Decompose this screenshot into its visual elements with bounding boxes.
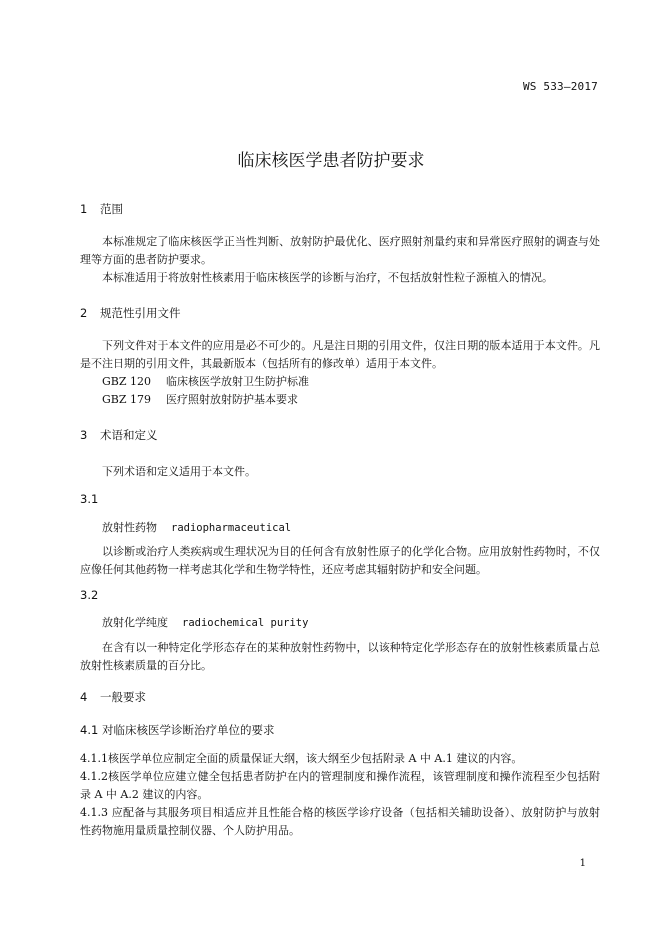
section-2-heading	[80, 305, 181, 321]
section-title: 规范性引用文件	[100, 306, 181, 320]
item-number: 4.1.2	[80, 770, 108, 783]
reference-title: 临床核医学放射卫生防护标准	[166, 375, 309, 388]
section-3-intro: 下列术语和定义适用于本文件。	[102, 465, 256, 478]
section-number: 4	[80, 690, 88, 704]
requirement-item	[80, 768, 600, 804]
requirement-item	[80, 804, 600, 840]
section-1-paragraph-2: 本标准适用于将放射性核素用于临床核医学的诊断与治疗，不包括放射性粒子源植入的情况。	[102, 271, 553, 284]
page-number: 1	[579, 858, 586, 869]
term-english: radiopharmaceutical	[171, 522, 292, 534]
requirement-item	[80, 750, 600, 768]
section-3-heading	[80, 427, 158, 443]
section-4-heading	[80, 689, 146, 705]
term-entry	[102, 519, 291, 535]
term-chinese: 放射化学纯度	[102, 616, 168, 629]
reference-title: 医疗照射放射防护基本要求	[166, 393, 298, 406]
reference-code: GBZ 120	[102, 375, 152, 388]
item-number: 4.1.1	[80, 752, 108, 765]
term-number: 3.1	[80, 492, 99, 506]
section-2-paragraph-1: 下列文件对于本文件的应用是必不可少的。凡是注日期的引用文件，仅注日期的版本适用于本文件。凡是不注日期的引用文件，其最新版本（包括所有的修改单）适用于本文件。	[80, 339, 600, 370]
subsection-number: 4.1	[80, 723, 99, 737]
section-1-paragraph-1: 本标准规定了临床核医学正当性判断、放射防护最优化、医疗照射剂量约束和异常医疗照射的调查与处理等方面的患者防护要求。	[80, 235, 600, 266]
section-number: 3	[80, 428, 88, 442]
reference-code: GBZ 179	[102, 393, 152, 406]
reference-item	[102, 373, 309, 389]
item-text: 核医学单位应制定全面的质量保证大纲，该大纲至少包括附录 A 中 A.1 建议的内容。	[108, 752, 523, 765]
item-text: 核医学单位应建立健全包括患者防护在内的管理制度和操作流程，该管理制度和操作流程至少包括附录 A 中 A.2 建议的内容。	[80, 770, 600, 801]
term-definition: 以诊断或治疗人类疾病或生理状况为目的任何含有放射性原子的化学化合物。应用放射性药物时，不仅应像任何其他药物一样考虑其化学和生物学特性，还应考虑其辐射防护和安全问题。	[80, 545, 600, 576]
term-number: 3.2	[80, 588, 99, 602]
subsection-4-1-heading	[80, 722, 274, 738]
section-title: 术语和定义	[100, 428, 158, 442]
document-title: 临床核医学患者防护要求	[237, 151, 425, 171]
term-english: radiochemical purity	[182, 617, 309, 629]
section-number: 2	[80, 306, 88, 320]
standard-number: WS 533—2017	[522, 80, 598, 93]
item-number: 4.1.3	[80, 806, 108, 819]
section-number: 1	[80, 202, 88, 216]
term-entry	[102, 614, 308, 630]
reference-item	[102, 391, 298, 407]
subsection-title: 对临床核医学诊断治疗单位的要求	[101, 723, 275, 737]
section-title: 一般要求	[100, 690, 146, 704]
section-title: 范围	[100, 202, 123, 216]
term-definition: 在含有以一种特定化学形态存在的某种放射性药物中，以该种特定化学形态存在的放射性核素质量占总放射性核素质量的百分比。	[80, 641, 600, 672]
section-1-heading	[80, 201, 123, 217]
item-text: 应配备与其服务项目相适应并且性能合格的核医学诊疗设备（包括相关辅助设备）、放射防护与放射性药物施用量质量控制仪器、个人防护用品。	[80, 806, 601, 837]
term-chinese: 放射性药物	[102, 521, 157, 534]
